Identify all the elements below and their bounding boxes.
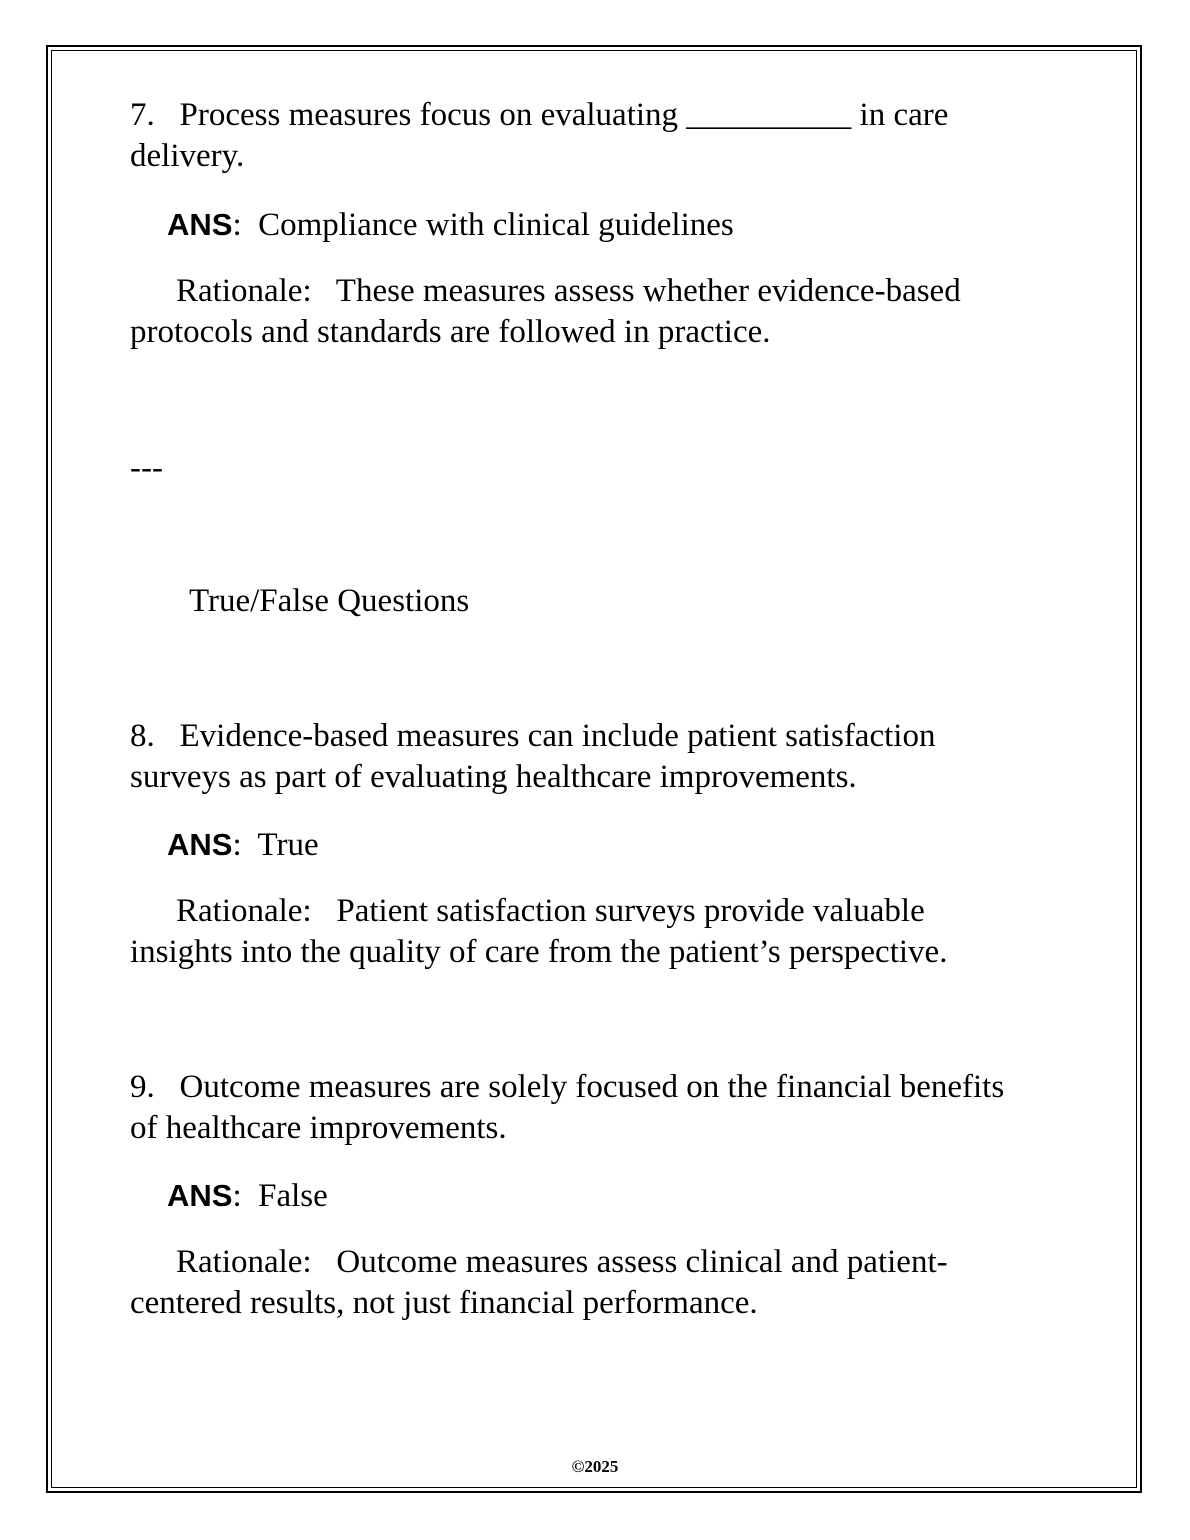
question-9-line-2: of healthcare improvements. (130, 1110, 507, 1146)
question-9-rationale-line-2: centered results, not just financial performance. (130, 1285, 758, 1321)
rationale-text: These measures assess whether evidence-based (335, 273, 961, 309)
rationale-label: Rationale: (176, 273, 312, 309)
question-9-answer: ANS: False (167, 1178, 328, 1214)
question-9-number: 9. (130, 1069, 155, 1105)
question-7-rationale-line-1 (176, 271, 961, 312)
question-9-line-1 (130, 1067, 1004, 1108)
question-7-answer: ANS: Compliance with clinical guidelines (167, 207, 734, 243)
ans-label: ANS (167, 827, 233, 862)
ans-label: ANS (167, 1178, 233, 1213)
question-9-text: Outcome measures are solely focused on the financial benefits (179, 1069, 1005, 1105)
question-7-rationale-line-2: protocols and standards are followed in practice. (130, 314, 771, 350)
question-8-text: Evidence-based measures can include patient satisfaction (179, 718, 936, 754)
question-8-line-1 (130, 716, 935, 757)
question-8-answer: ANS: True (167, 827, 319, 863)
rationale-label: Rationale: (176, 893, 312, 929)
rationale-text: Patient satisfaction surveys provide valuable (336, 893, 925, 929)
question-7-line-1 (130, 95, 948, 136)
copyright-footer: ©2025 (571, 1457, 619, 1476)
rationale-text: Outcome measures assess clinical and patient- (336, 1244, 948, 1280)
question-8-rationale-line-1 (176, 891, 925, 932)
ans-label: ANS (167, 207, 233, 242)
question-9-rationale-line-1 (176, 1242, 948, 1283)
section-heading: True/False Questions (189, 583, 470, 619)
rationale-label: Rationale: (176, 1244, 312, 1280)
question-8-number: 8. (130, 718, 155, 754)
answer-text: False (258, 1178, 328, 1214)
answer-text: Compliance with clinical guidelines (258, 207, 734, 243)
answer-text: True (257, 827, 319, 863)
question-7-text: Process measures focus on evaluating __________ in care (179, 97, 949, 133)
question-8-rationale-line-2: insights into the quality of care from the patient’s perspective. (130, 934, 948, 970)
question-8-line-2: surveys as part of evaluating healthcare improvements. (130, 759, 857, 795)
question-7-line-2: delivery. (130, 138, 245, 174)
separator: --- (130, 450, 163, 486)
question-7-number: 7. (130, 97, 155, 133)
